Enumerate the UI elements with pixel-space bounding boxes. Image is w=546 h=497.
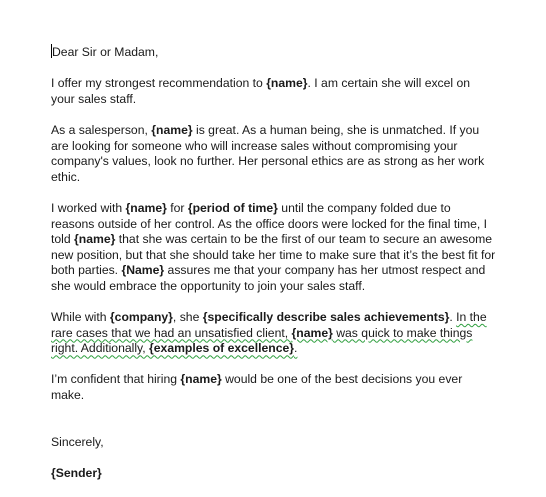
salutation-paragraph [51,44,497,61]
placeholder-period-of-time: {period of time} [187,200,278,215]
text-run: is great. As a human being, she is unmatched. If you are looking for someone who will increase sales without compromising your company's values, look no further. Her personal ethics are as strong as her work ethic. [51,122,485,184]
text-run: I worked with [51,200,126,215]
placeholder-name: {name} [74,232,116,247]
text-run: for [166,200,188,215]
paragraph-3 [51,201,497,295]
text-run: that she was certain to be the first of our team to secure an awesome new position, but that she should take her time to make sure that it’s the best fit for both parties. [51,232,496,278]
paragraph-4 [51,310,497,357]
closing: Sincerely, [51,434,104,449]
placeholder-examples-of-excellence: {examples of excellence} [149,341,294,356]
text-run: In the rare cases that we had an unsatisfied client, [51,310,487,340]
text-run: . [449,310,457,325]
text-run: assures me that your company has her utmost respect and she would embrace the opportunity to join your sales staff. [51,263,486,293]
placeholder-company: {company} [109,310,173,325]
text-run: was quick to make things right. Additionally, [51,325,473,356]
paragraph-2 [51,123,497,185]
text-run: As a salesperson, [51,122,152,137]
letter-body[interactable] [51,44,497,497]
sender-paragraph [51,466,497,482]
paragraph-5 [51,372,497,403]
placeholder-name: {name} [266,76,308,91]
text-run: I offer my strongest recommendation to [51,76,267,91]
placeholder-name: {name} [291,325,333,340]
text-run: , she [172,310,203,325]
text-run: would be one of the best decisions you ever make. [51,372,463,403]
text-run: . [294,341,298,356]
closing-paragraph [51,435,497,451]
placeholder-sender: {Sender} [51,465,102,480]
placeholder-name: {name} [151,122,193,137]
paragraph-1 [51,76,497,107]
placeholder-name: {Name} [121,263,165,278]
placeholder-sales-achievements: {specifically describe sales achievements} [202,310,450,325]
placeholder-name: {name} [125,200,167,215]
text-run: . I am certain she will excel on your sales staff. [51,76,471,106]
salutation: Dear Sir or Madam, [52,45,159,59]
text-run: While with [51,310,110,325]
placeholder-name: {name} [180,372,222,387]
text-run: until the company folded due to reasons outside of her control. As the office doors were locked for the final time, I told [51,200,488,247]
text-run: I’m confident that hiring [51,372,181,387]
